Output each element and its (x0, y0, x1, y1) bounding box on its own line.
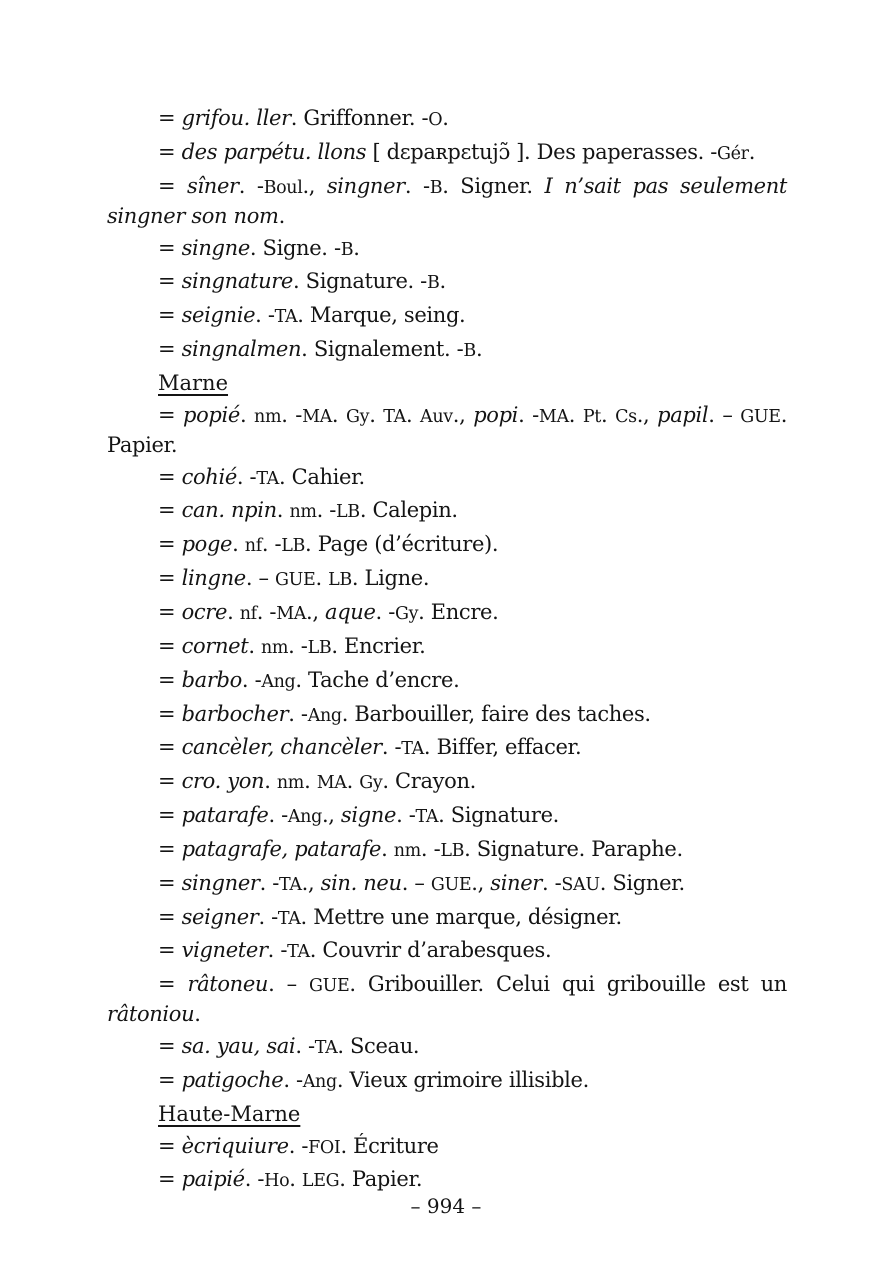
entry-text: ., (636, 402, 658, 427)
dictionary-entry (107, 267, 787, 297)
entry-text: = (158, 173, 187, 198)
entry-text: . Ligne. (351, 566, 430, 591)
abbreviation: TA (274, 307, 298, 328)
headword: grifou. ller (181, 106, 291, 130)
entry-text: . Calepin. (359, 498, 458, 523)
entry-text: . – (245, 566, 275, 591)
abbreviation: TA (279, 874, 302, 895)
entry-text: ., (321, 803, 341, 828)
entry-text: = (158, 139, 182, 164)
headword: can. npin (181, 498, 277, 523)
dictionary-entry (107, 1066, 787, 1096)
abbreviation: LB (307, 637, 332, 658)
entry-text: . - (244, 1167, 265, 1192)
abbreviation: nm (289, 502, 317, 523)
entry-text: . Crayon. (382, 769, 476, 794)
entry-text: = (158, 803, 182, 828)
entry-text: . (278, 203, 285, 228)
entry-text: . Écriture (340, 1133, 439, 1158)
entry-text: . (304, 769, 317, 794)
abbreviation: Gy (359, 773, 383, 794)
dictionary-entry (107, 903, 787, 933)
dictionary-entry (107, 970, 787, 1028)
abbreviation: B (340, 239, 354, 260)
entry-text: . Sceau. (337, 1034, 420, 1059)
abbreviation: GUE (274, 570, 316, 591)
section-heading: Haute-Marne (158, 1101, 301, 1126)
section-heading: Marne (158, 370, 229, 395)
abbreviation: O (428, 110, 443, 130)
abbreviation: SAU (561, 874, 600, 895)
entry-text: . - (288, 1133, 309, 1158)
headword: patarafe (181, 803, 269, 828)
dictionary-entry (107, 666, 787, 696)
dictionary-entry (107, 936, 787, 966)
abbreviation: Boul (263, 177, 303, 198)
entry-text: ., (301, 870, 321, 895)
entry-text: . – (401, 870, 431, 895)
abbreviation: LB (336, 502, 360, 523)
abbreviation: TA (383, 406, 406, 427)
entry-text: . (331, 402, 347, 427)
entry-text: . - (420, 836, 441, 861)
headword: popi (473, 402, 519, 427)
entry-text: . (405, 402, 421, 427)
entry-text: . - (258, 904, 278, 929)
entry-text: . (194, 1002, 201, 1027)
page-number: – 994 – (410, 1194, 482, 1218)
abbreviation: Ang (302, 1071, 337, 1092)
entry-text: = (158, 1133, 182, 1158)
headword: poge (181, 532, 233, 557)
abbreviation: TA (314, 1038, 338, 1059)
dictionary-entry (107, 335, 787, 365)
entry-text: = (158, 337, 182, 362)
headword: siner (490, 870, 543, 895)
entry-text: . (748, 139, 756, 164)
entry-text: . - (238, 173, 264, 198)
entry-text: . - (241, 667, 262, 692)
entry-text: . Cahier. (278, 464, 365, 489)
headword: cancèler, chancèler (181, 735, 382, 760)
dictionary-entry (107, 869, 787, 899)
abbreviation: Gér (717, 143, 749, 164)
abbreviation: Gy (394, 603, 419, 624)
abbreviation: LB (281, 536, 306, 557)
abbreviation: B (463, 341, 476, 362)
headword: cohié (181, 464, 237, 489)
entry-text: . - (288, 633, 308, 658)
entry-text: . Mettre une marque, désigner. (300, 904, 622, 929)
entry-text: = (158, 599, 182, 624)
entry-text: = (158, 566, 182, 591)
entry-text: . - (288, 701, 308, 726)
abbreviation: TA (256, 468, 279, 489)
entry-text: = (158, 769, 182, 794)
dictionary-entry (107, 733, 787, 763)
entry-text: . (353, 235, 360, 260)
entry-text: . Encre. (418, 599, 499, 624)
entry-text: . – (268, 972, 309, 997)
dictionary-entry (107, 234, 787, 264)
headword: sa. yau, sai (181, 1034, 296, 1059)
headword: ocre (181, 599, 228, 624)
entry-text: = (158, 1167, 182, 1192)
entry-text: = (158, 1067, 182, 1092)
dictionary-entry (107, 564, 787, 594)
entry-text: = (158, 106, 182, 130)
abbreviation: FOI (308, 1137, 341, 1158)
abbreviation: Pt (582, 406, 601, 427)
entry-text: . - (259, 870, 279, 895)
headword: patagrafe, patarafe (181, 836, 382, 861)
headword: singnalmen (181, 337, 302, 362)
abbreviation: GUE (740, 406, 781, 427)
dictionary-entry (107, 138, 787, 168)
entry-text: . - (268, 803, 288, 828)
dictionary-entry (107, 598, 787, 628)
entry-text: = (158, 532, 182, 557)
entry-text: . (264, 769, 277, 794)
headword: paipié (181, 1167, 245, 1192)
abbreviation: Cs (615, 406, 637, 427)
abbreviation: B (429, 177, 443, 198)
dictionary-entry (107, 835, 787, 865)
abbreviation: Auv (420, 406, 453, 427)
entry-text: . (232, 532, 245, 557)
headword: cro. yon (181, 769, 265, 794)
entry-text: . Signature. Paraphe. (464, 836, 683, 861)
entry-text: = (158, 303, 182, 328)
entry-text: . - (261, 532, 282, 557)
entry-text: = (158, 667, 182, 692)
entry-text: . - (316, 498, 337, 523)
entry-text: = (158, 498, 182, 523)
entry-text: = (158, 972, 188, 997)
entry-text: . (475, 337, 483, 362)
abbreviation: TA (415, 807, 439, 828)
abbreviation: Gy (346, 406, 370, 427)
entry-text: . Signature. (438, 803, 559, 828)
entry-text: . - (518, 402, 539, 427)
entry-text: . - (404, 173, 430, 198)
abbreviation: nf (244, 536, 262, 557)
entry-text: . - (381, 735, 402, 760)
headword: papil (657, 402, 709, 427)
entry-text: . Griffonner. - (290, 106, 429, 130)
entry-text: . (276, 498, 290, 523)
abbreviation: nf (239, 603, 257, 624)
entry-text: . (315, 566, 329, 591)
entry-text: ., (302, 173, 327, 198)
abbreviation: MA (538, 406, 569, 427)
dictionary-page (107, 104, 787, 1199)
entry-text: . (568, 402, 583, 427)
entry-text: . (600, 402, 616, 427)
entry-text: ., (306, 599, 326, 624)
entry-text: . Biffer, effacer. (423, 735, 582, 760)
entry-text: = (158, 633, 182, 658)
abbreviation: TA (401, 739, 424, 760)
abbreviation: MA (316, 773, 347, 794)
entry-text: . Gribouiller. Celui qui gribouille est un (349, 972, 787, 997)
entry-text: . (439, 269, 446, 294)
headword: singner (326, 173, 405, 198)
headword: singnature (181, 269, 294, 294)
dictionary-entry (107, 767, 787, 797)
dictionary-entry (107, 801, 787, 831)
entry-text: . (248, 633, 261, 658)
entry-text: . - (236, 464, 257, 489)
entry-text: = (158, 735, 182, 760)
dictionary-entry (107, 700, 787, 730)
entry-text: . (239, 402, 255, 427)
abbreviation: Ang (287, 807, 322, 828)
headword: I n’sait pas seulement singner son nom (107, 173, 787, 228)
abbreviation: nm (260, 637, 289, 658)
headword: cornet (181, 633, 249, 658)
entry-text: = (158, 870, 182, 895)
dictionary-entry (107, 496, 787, 526)
abbreviation: Ho (264, 1171, 290, 1192)
headword: râtoneu (187, 972, 269, 997)
entry-text: ., (452, 402, 474, 427)
entry-text: . - (255, 303, 275, 328)
abbreviation: GUE (308, 976, 350, 997)
entry-text: . Signe. - (249, 235, 341, 260)
entry-text: . - (281, 402, 303, 427)
entry-text: . (381, 836, 394, 861)
entry-text: . - (375, 599, 395, 624)
entry-text: . (346, 769, 360, 794)
dictionary-entry (107, 1165, 787, 1195)
headword: lingne (181, 566, 246, 591)
entry-text: [ dɛpaʀpɛtujɔ̃ ]. Des paperasses. - (366, 139, 718, 164)
abbreviation: MA (302, 406, 332, 427)
headword: seigner (181, 904, 259, 929)
dictionary-entry (107, 104, 787, 134)
entry-text: = (158, 938, 182, 963)
abbreviation: LB (440, 840, 465, 861)
entry-text: . Signature. - (293, 269, 427, 294)
headword: sîner (187, 173, 239, 198)
headword: seignie (181, 303, 256, 328)
headword: popié (183, 402, 240, 427)
entry-text: . Encrier. (331, 633, 426, 658)
dictionary-entry (107, 1032, 787, 1062)
entry-text: . - (396, 803, 416, 828)
entry-text: = (158, 904, 182, 929)
abbreviation: Ang (307, 705, 342, 726)
headword: vigneter (181, 938, 268, 963)
abbreviation: nm (276, 773, 305, 794)
abbreviation: nm (393, 840, 421, 861)
entry-text: . Papier. (107, 402, 788, 457)
entry-text: . Marque, seing. (297, 303, 466, 328)
headword: des parpétu. llons (181, 139, 367, 164)
headword: ècriquiure (181, 1133, 289, 1158)
dictionary-entry (107, 172, 787, 230)
abbreviation: nm (254, 406, 282, 427)
entry-text: . - (295, 1034, 315, 1059)
entry-text: . - (283, 1067, 303, 1092)
entry-text: = (158, 402, 184, 427)
headword: barbocher (181, 701, 289, 726)
headword: singner (181, 870, 260, 895)
entry-text: . Vieux grimoire illisible. (336, 1067, 589, 1092)
dictionary-entry (107, 530, 787, 560)
abbreviation: TA (277, 908, 301, 929)
entry-text: . - (267, 938, 288, 963)
entry-text: . Signer. (599, 870, 685, 895)
dictionary-entry (107, 301, 787, 331)
abbreviation: LEG (301, 1171, 340, 1192)
entry-text: . - (542, 870, 562, 895)
entry-text: = (158, 269, 182, 294)
entry-text: = (158, 701, 182, 726)
dictionary-entry (107, 1132, 787, 1162)
headword: aque (325, 599, 376, 624)
entry-text: = (158, 464, 182, 489)
entry-text: . Barbouiller, faire des taches. (341, 701, 651, 726)
entry-text: = (158, 1034, 182, 1059)
dictionary-entry (107, 632, 787, 662)
entry-text: . Papier. (339, 1167, 423, 1192)
dictionary-entry (107, 463, 787, 493)
entry-text: . Signer. (442, 173, 545, 198)
abbreviation: LB (328, 570, 352, 591)
abbreviation: B (426, 273, 440, 294)
abbreviation: TA (287, 942, 310, 963)
abbreviation: MA (276, 603, 307, 624)
entry-text: ., (471, 870, 491, 895)
entry-text: . (442, 106, 449, 130)
headword: râtoniou (107, 1002, 195, 1027)
entry-text: . Tache d’encre. (295, 667, 460, 692)
headword: patigoche (181, 1067, 284, 1092)
entry-text: . - (256, 599, 277, 624)
entry-text: . Signalement. - (301, 337, 464, 362)
abbreviation: GUE (430, 874, 472, 895)
entry-text: . (227, 599, 240, 624)
dictionary-entry (107, 401, 787, 459)
entry-text: = (158, 836, 182, 861)
headword: singne (181, 235, 250, 260)
headword: sin. neu (320, 870, 402, 895)
entry-text: = (158, 235, 182, 260)
entry-text: . Page (d’écriture). (305, 532, 499, 557)
abbreviation: Ang (261, 671, 296, 692)
headword: signe (340, 803, 397, 828)
entry-text: . (289, 1167, 302, 1192)
entry-text: . (369, 402, 384, 427)
headword: barbo (181, 667, 242, 692)
entry-text: . – (708, 402, 741, 427)
entry-text: . Couvrir d’arabesques. (309, 938, 552, 963)
